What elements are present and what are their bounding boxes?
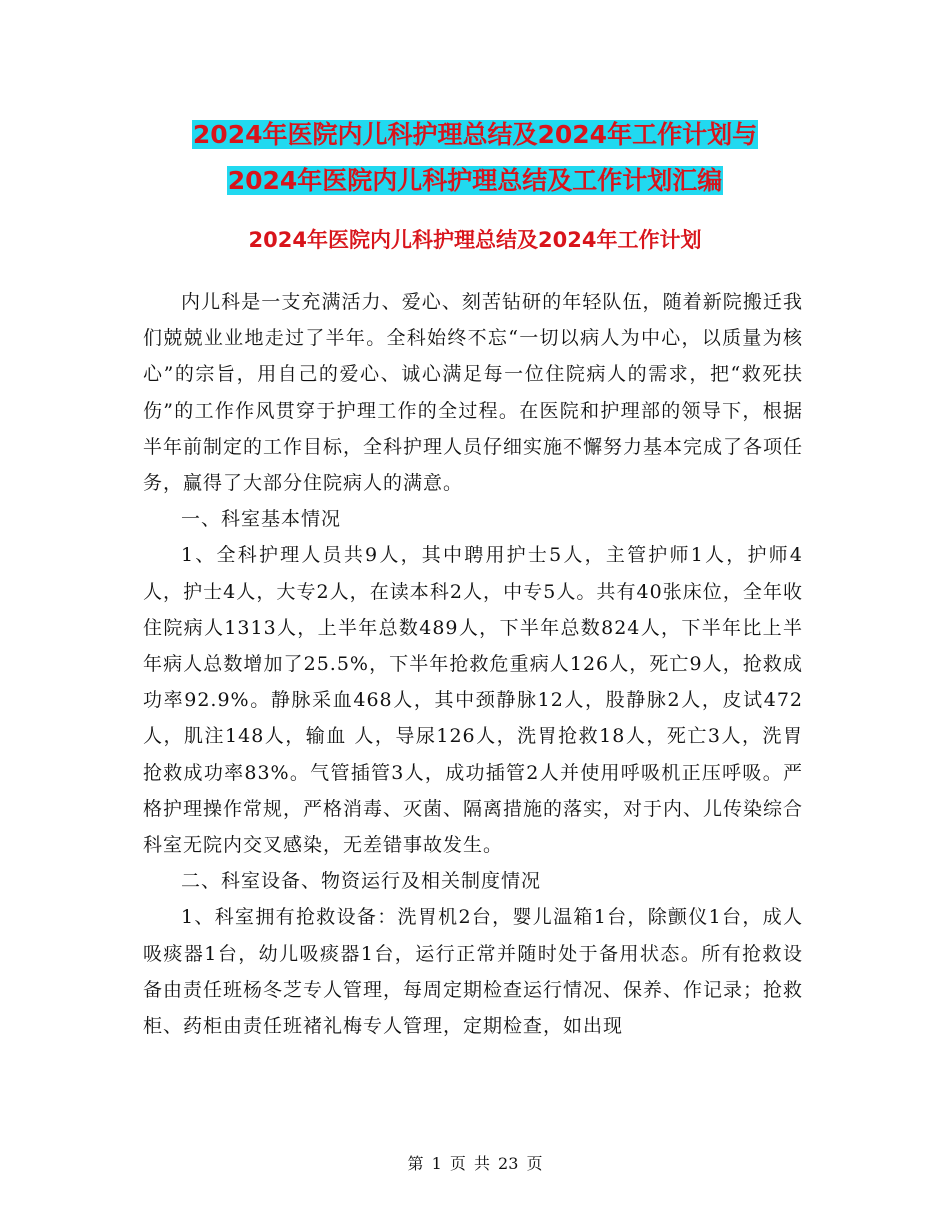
title-line-1 <box>0 112 950 158</box>
title-line-2-text: 2024年医院内儿科护理总结及工作计划汇编 <box>227 166 723 195</box>
page-footer: 第 1 页 共 23 页 <box>407 1154 543 1173</box>
paragraph-staff-stats: 1、全科护理人员共9人，其中聘用护士5人，主管护师1人，护师4人，护士4人，大专2人，在读本科2人，中专5人。共有40张床位，全年收住院病人1313人，上半年总数489人，下半年总数824人，下半年比上半年病人总数增加了25.5%，下半年抢救危重病人126人，死亡9人，抢救成功率92.9%。静脉采血468人，其中颈静脉12人，股静脉2人，皮试472人，肌注148人，输血 人，导尿126人，洗胃抢救18人，死亡3人，洗胃抢救成功率83%。气管插管3人，成功插管2人并使用呼吸机正压呼吸。严格护理操作常规，严格消毒、灭菌、隔离措施的落实，对于内、儿传染综合科室无院内交叉感染，无差错事故发生。 <box>143 544 804 857</box>
heading-dept-overview: 一、科室基本情况 <box>181 508 342 531</box>
paragraph-equipment: 1、科室拥有抢救设备：洗胃机2台，婴儿温箱1台，除颤仪1台，成人吸痰器1台，幼儿吸痰器1台，运行正常并随时处于备用状态。所有抢救设备由责任班杨冬芝专人管理，每周定期检查运行情况、保养、作记录；抢救柜、药柜由责任班褚礼梅专人管理，定期检查，如出现 <box>143 906 804 1038</box>
heading-equipment: 二、科室设备、物资运行及相关制度情况 <box>181 870 542 893</box>
title-line-1-text: 2024年医院内儿科护理总结及2024年工作计划与 <box>192 120 758 149</box>
section-title: 2024年医院内儿科护理总结及2024年工作计划 <box>248 228 702 252</box>
paragraph-intro: 内儿科是一支充满活力、爱心、刻苦钻研的年轻队伍，随着新院搬迁我们兢兢业业地走过了半年。全科始终不忘“一切以病人为中心，以质量为核心”的宗旨，用自己的爱心、诚心满足每一位住院病人的需求，把“救死扶伤”的工作作风贯穿于护理工作的全过程。在医院和护理部的领导下，根据半年前制定的工作目标，全科护理人员仔细实施不懈努力基本完成了各项任务，赢得了大部分住院病人的满意。 <box>143 291 804 495</box>
document-body <box>143 284 803 1044</box>
title-line-2 <box>0 158 950 204</box>
document-title <box>0 112 950 204</box>
